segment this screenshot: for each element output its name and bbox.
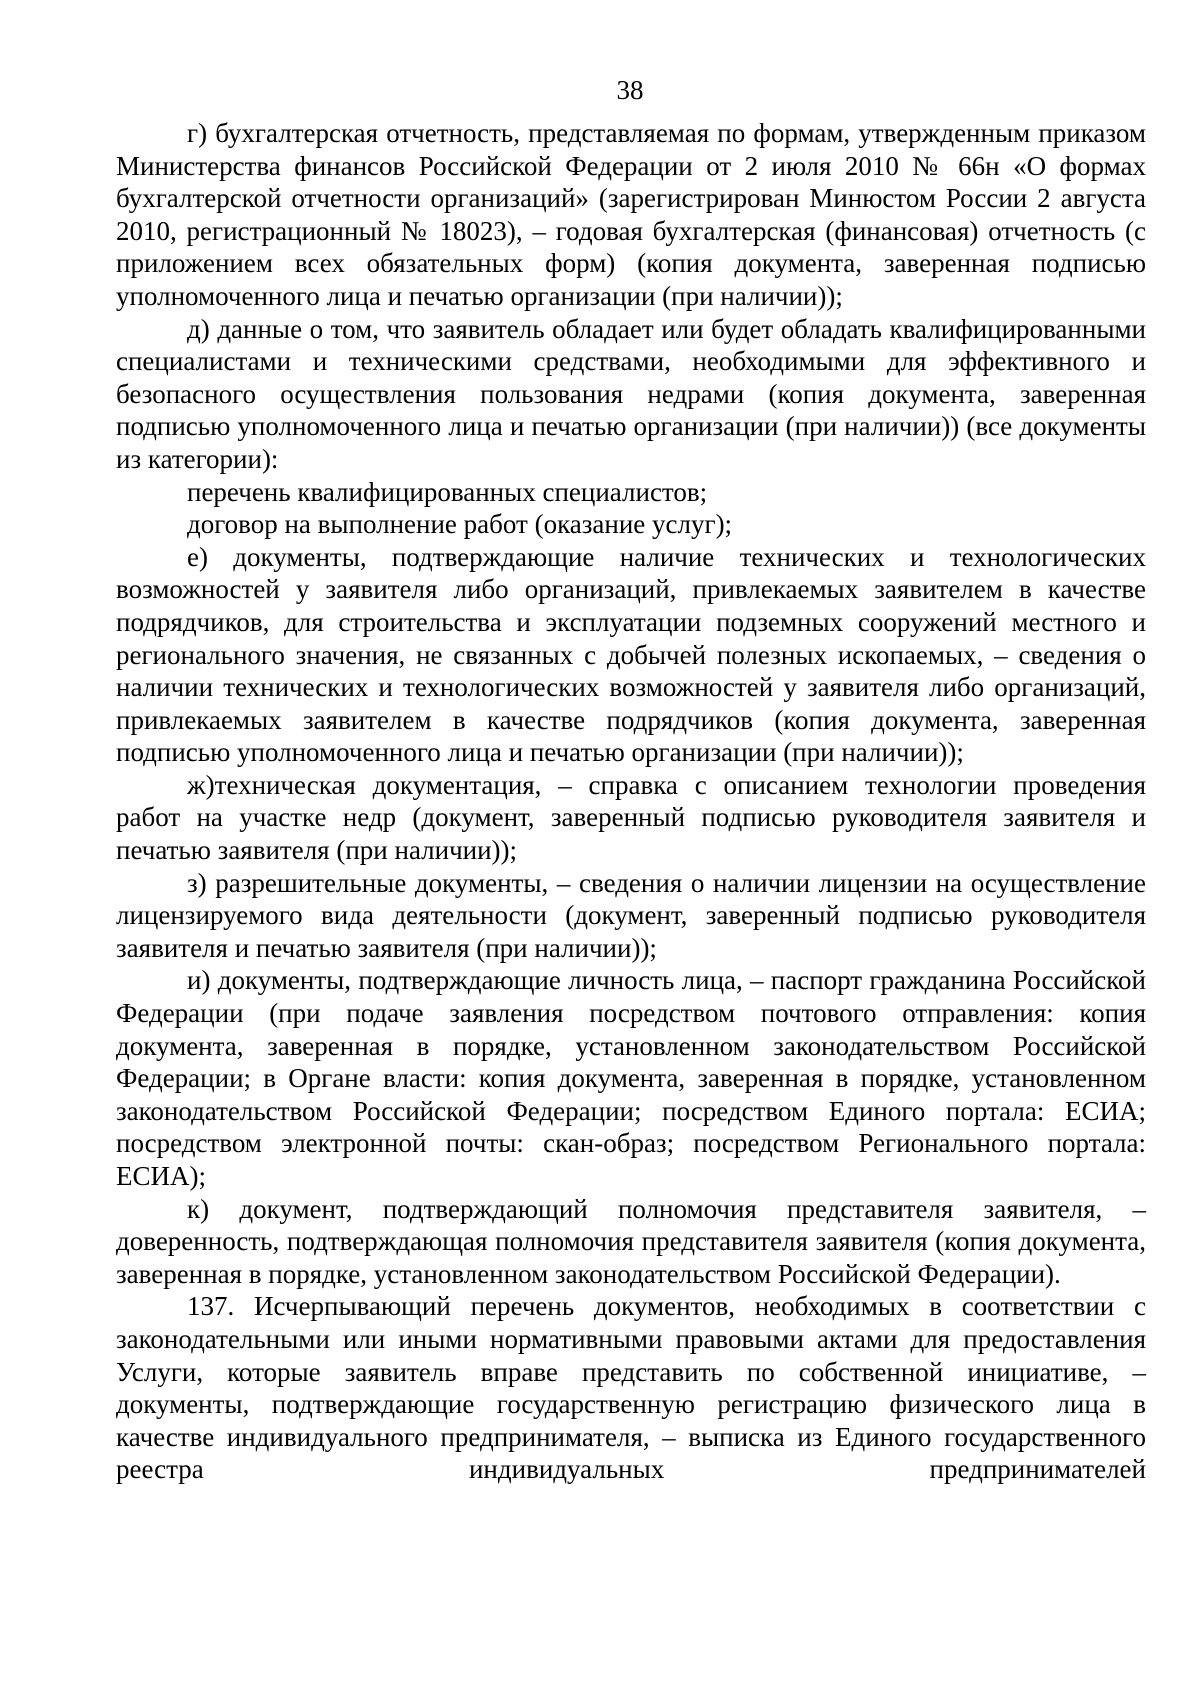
- paragraph-k-power-of-attorney: к) документ, подтверждающий полномочия представителя заявителя, – доверенность, подтверждающая полномочия представителя заявителя (копия документа, заверенная в порядке, установленном законодательством Российской Федерации).: [116, 1193, 1146, 1289]
- paragraph-g-accounting-reports: г) бухгалтерская отчетность, представляемая по формам, утвержденным приказом Министерства финансов Российской Федерации от 2 июля 2010 № 66н «О формах бухгалтерской отчетности организаций» (зарегистрирован Минюстом России 2 августа 2010, регистрационный № 18023), – годовая бухгалтерская (финансовая) отчетность (с приложением всех обязательных форм) (копия документа, заверенная подписью уполномоченного лица и печатью организации (при наличии));: [116, 118, 1146, 311]
- page-number: 38: [616, 75, 644, 105]
- document-body: [116, 117, 1146, 1486]
- paragraph-i-identity-documents: и) документы, подтверждающие личность лица, – паспорт гражданина Российской Федерации (при подаче заявления посредством почтового отправления: копия документа, заверенная в порядке, установленном законодательством Российской Федерации; в Органе власти: копия документа, заверенная в порядке, установленном законодательством Российской Федерации; посредством Единого портала: ЕСИА; посредством электронной почты: скан-образ; посредством Регионального портала: ЕСИА);: [116, 965, 1146, 1191]
- paragraph-d-qualified-specialists: д) данные о том, что заявитель обладает или будет обладать квалифицированными специалистами и техническими средствами, необходимыми для эффективного и безопасного осуществления пользования недрами (копия документа, заверенная подписью уполномоченного лица и печатью организации (при наличии)) (все документы из категории):: [116, 313, 1146, 474]
- paragraph-e-technical-capabilities: е) документы, подтверждающие наличие технических и технологических возможностей у заявителя либо организаций, привлекаемых заявителем в качестве подрядчиков, для строительства и эксплуатации подземных сооружений местного и регионального значения, не связанных с добычей полезных ископаемых, – сведения о наличии технических и технологических возможностей у заявителя либо организаций, привлекаемых заявителем в качестве подрядчиков (копия документа, заверенная подписью уполномоченного лица и печатью организации (при наличии));: [116, 541, 1146, 768]
- paragraph-specialists-list: перечень квалифицированных специалистов;: [187, 476, 708, 507]
- paragraph-service-contract: договор на выполнение работ (оказание услуг);: [187, 509, 733, 540]
- paragraph-137-document-list: 137. Исчерпывающий перечень документов, необходимых в соответствии с законодательными или иными нормативными правовыми актами для предоставления Услуги, которые заявитель вправе представить по собственной инициативе, – документы, подтверждающие государственную регистрацию физического лица в качестве индивидуального предпринимателя, – выписка из Единого государственного реестра индивидуальных предпринимателей: [116, 1291, 1146, 1485]
- paragraph-zh-technical-documentation: ж)техническая документация, – справка с описанием технологии проведения работ на участке недр (документ, заверенный подписью руководителя заявителя и печатью заявителя (при наличии));: [116, 769, 1146, 866]
- paragraph-z-permits: з) разрешительные документы, – сведения о наличии лицензии на осуществление лицензируемого вида деятельности (документ, заверенный подписью руководителя заявителя и печатью заявителя (при наличии));: [116, 867, 1146, 963]
